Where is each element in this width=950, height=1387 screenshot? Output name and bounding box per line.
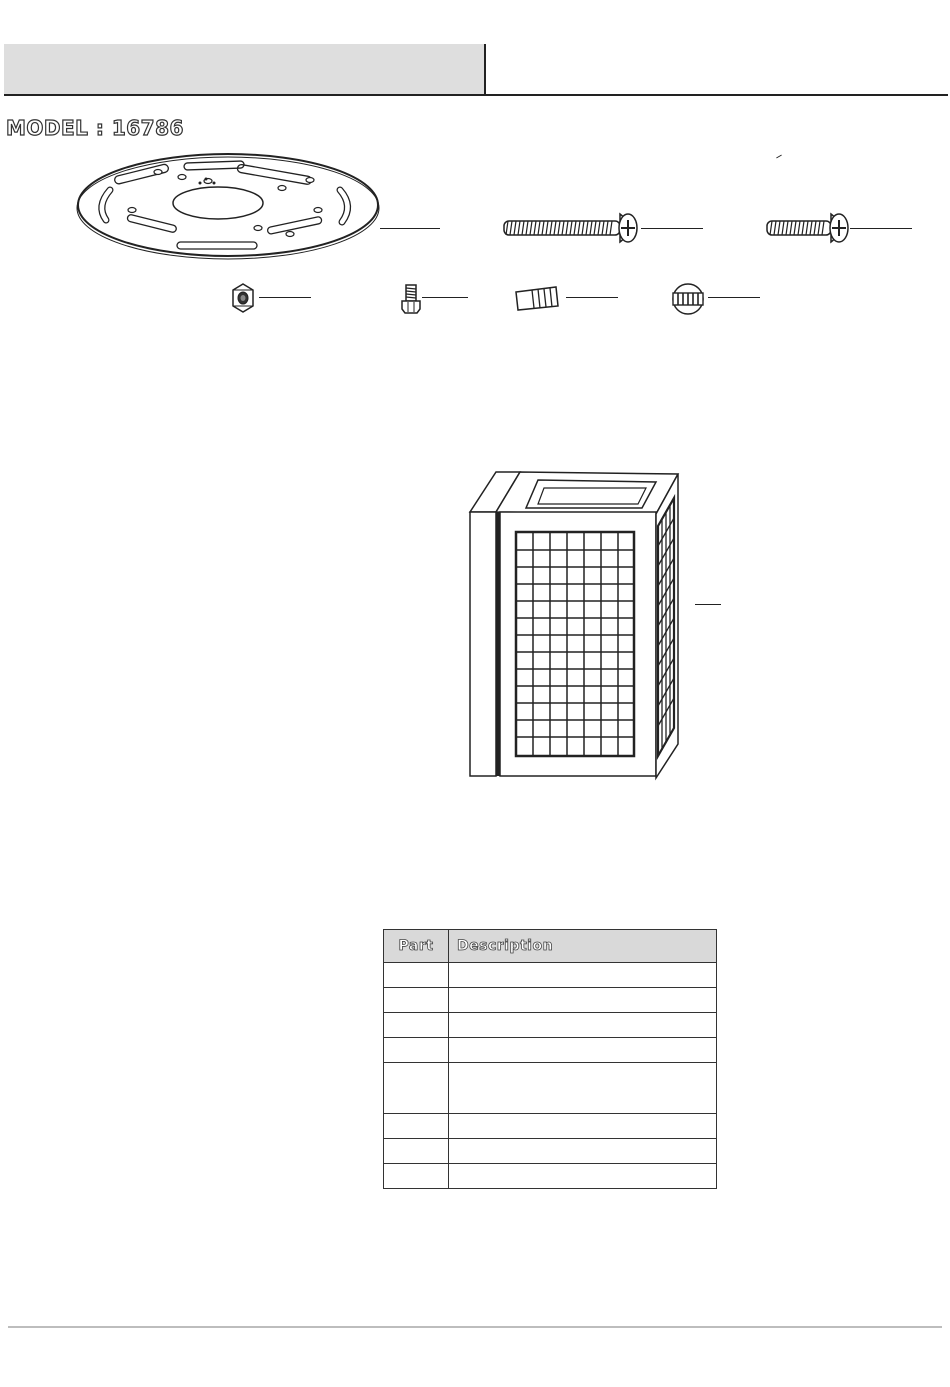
table-row xyxy=(384,1013,717,1038)
description-cell xyxy=(449,1063,717,1114)
table-row xyxy=(384,1164,717,1189)
wire-connector-illustration xyxy=(514,284,560,312)
footer-divider xyxy=(8,1326,942,1328)
column-header-description: Description xyxy=(449,930,717,963)
leader-line xyxy=(641,228,703,229)
mounting-plate-illustration xyxy=(72,150,384,262)
table-row xyxy=(384,1038,717,1063)
leader-line xyxy=(708,297,760,298)
table-header-row xyxy=(384,930,717,963)
part-cell xyxy=(384,1139,449,1164)
part-cell xyxy=(384,1164,449,1189)
leader-line xyxy=(695,604,721,605)
model-number: MODEL : 16786 xyxy=(6,116,184,140)
table-row xyxy=(384,963,717,988)
short-screw-illustration xyxy=(764,210,850,246)
leader-line xyxy=(422,297,468,298)
coupling-illustration xyxy=(668,283,708,315)
part-cell xyxy=(384,988,449,1013)
header-divider xyxy=(4,94,948,96)
leader-line xyxy=(850,228,912,229)
column-header-part: Part xyxy=(384,930,449,963)
table-row xyxy=(384,988,717,1013)
leader-line xyxy=(566,297,618,298)
description-cell xyxy=(449,988,717,1013)
table-row xyxy=(384,1114,717,1139)
table-row xyxy=(384,1139,717,1164)
description-cell xyxy=(449,1013,717,1038)
parts-table xyxy=(383,929,717,1189)
part-cell xyxy=(384,1114,449,1139)
part-cell xyxy=(384,963,449,988)
part-cell xyxy=(384,1013,449,1038)
leader-line xyxy=(259,297,311,298)
stray-mark xyxy=(776,155,782,159)
long-screw-illustration xyxy=(500,210,640,246)
part-cell xyxy=(384,1063,449,1114)
description-cell xyxy=(449,1038,717,1063)
leader-line xyxy=(380,228,440,229)
description-cell xyxy=(449,1139,717,1164)
description-cell xyxy=(449,963,717,988)
description-cell xyxy=(449,1114,717,1139)
part-cell xyxy=(384,1038,449,1063)
hex-nut-illustration xyxy=(230,282,256,314)
header-title-band xyxy=(4,44,486,94)
description-cell xyxy=(449,1164,717,1189)
table-row xyxy=(384,1063,717,1114)
wall-lantern-illustration xyxy=(466,466,682,782)
ground-screw-illustration xyxy=(400,283,422,315)
